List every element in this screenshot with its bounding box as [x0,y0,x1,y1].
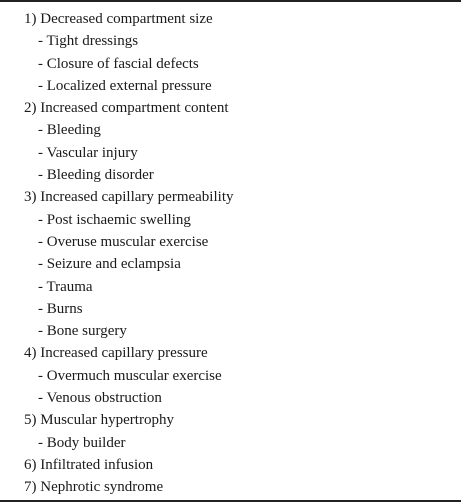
list-item: - Bleeding [38,122,101,139]
list-item: - Trauma [38,278,93,295]
category-heading: 5) Muscular hypertrophy [24,412,174,429]
list-item: - Overuse muscular exercise [38,233,209,250]
list-item: - Bone surgery [38,323,127,340]
list-item: - Venous obstruction [38,390,162,407]
list-item: - Closure of fascial defects [38,55,199,72]
list-item: - Overmuch muscular exercise [38,367,222,384]
list-item: - Localized external pressure [38,77,212,94]
bottom-rule [0,500,461,502]
list-item: - Seizure and eclampsia [38,256,181,273]
list-item: - Bleeding disorder [38,167,154,184]
top-rule [0,0,461,2]
list-item: - Post ischaemic swelling [38,211,191,228]
list-item: - Tight dressings [38,33,139,50]
list-item: - Burns [38,300,83,317]
category-heading: 4) Increased capillary pressure [24,345,208,362]
category-heading: 1) Decreased compartment size [24,11,213,27]
causes-list [0,8,233,499]
category-heading: 7) Nephrotic syndrome [24,479,164,496]
category-heading: 2) Increased compartment content [24,100,229,117]
list-item: - Vascular injury [38,144,138,161]
category-heading: 3) Increased capillary permeability [24,189,234,206]
category-heading: 6) Infiltrated infusion [24,456,154,473]
list-item: - Body builder [38,434,126,451]
